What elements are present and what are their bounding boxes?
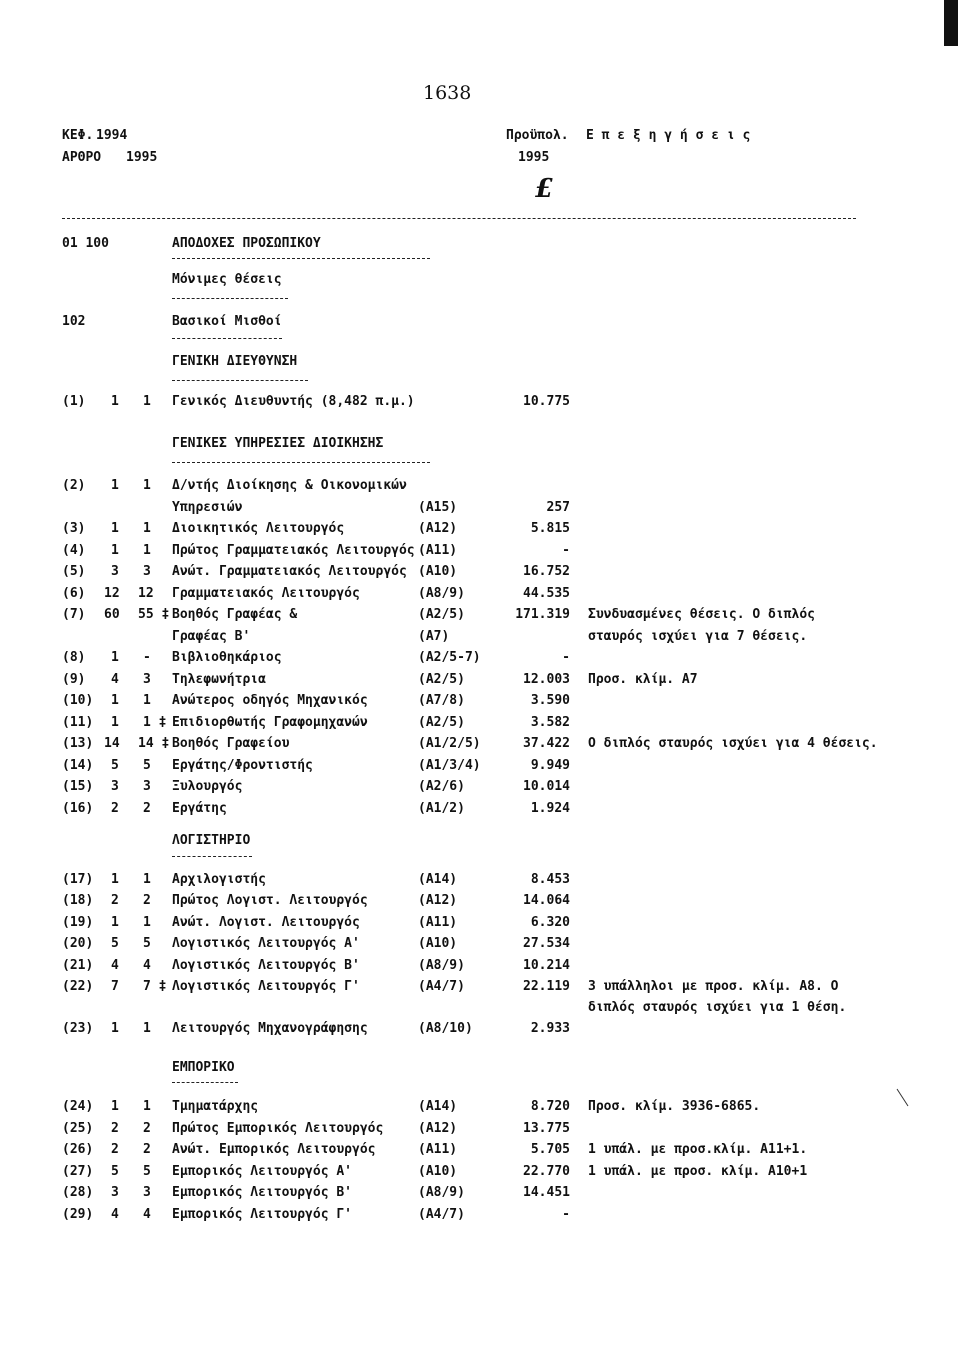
row-scale: (Α8/10) xyxy=(418,1021,473,1036)
row-count-1994: 1 xyxy=(111,1021,119,1036)
row-num: (23) xyxy=(62,1021,94,1036)
row-count-1994: 60 xyxy=(104,607,120,622)
row-count-1994: 1 xyxy=(111,715,119,730)
row-count-1995: 7 ‡ xyxy=(143,979,167,994)
row-count-1995: 4 xyxy=(143,1207,151,1222)
row-scale: (Α12) xyxy=(418,893,458,908)
row-title: Ανώτ. Λογιστ. Λειτουργός xyxy=(172,915,360,930)
title-salaries: Βασικοί Μισθοί xyxy=(172,314,282,329)
row-scale: (Α12) xyxy=(418,521,458,536)
row-num: (11) xyxy=(62,715,94,730)
row-count-1994: 4 xyxy=(111,958,119,973)
row-amount: 12.003 xyxy=(523,672,570,687)
section-accounting-underline xyxy=(172,856,252,857)
row-num: (13) xyxy=(62,736,94,751)
row-title: Βοηθός Γραφείου xyxy=(172,736,290,751)
row-title: Βιβλιοθηκάριος xyxy=(172,650,282,665)
row-title: Γραφέας Β' xyxy=(172,629,251,644)
row-amount: 9.949 xyxy=(530,758,570,773)
row-count-1995: 1 xyxy=(143,915,151,930)
row-count-1994: 1 xyxy=(111,693,119,708)
scan-edge-mark xyxy=(944,0,958,46)
row-title: Ξυλουργός xyxy=(172,779,243,794)
row-num: (4) xyxy=(62,543,86,558)
section-general-services: ΓΕΝΙΚΕΣ ΥΠΗΡΕΣΙΕΣ ΔΙΟΙΚΗΣΗΣ xyxy=(172,436,384,451)
row-scale: (Α7) xyxy=(418,629,450,644)
header-divider xyxy=(62,218,856,219)
row-amount: 22.770 xyxy=(523,1164,570,1179)
row-num: (27) xyxy=(62,1164,94,1179)
row-amount: 27.534 xyxy=(523,936,570,951)
row-note: 1 υπάλ. με προσ. κλίμ. Α10+1 xyxy=(588,1164,808,1179)
row-num: (2) xyxy=(62,478,86,493)
row-note: διπλός σταυρός ισχύει για 1 θέση. xyxy=(588,1000,847,1015)
row-amount: 5.705 xyxy=(530,1142,570,1157)
row-amount: 3.582 xyxy=(530,715,570,730)
row-count-1995: 1 xyxy=(143,478,151,493)
row-title: Δ/ντής Διοίκησης & Οικονομικών xyxy=(172,478,407,493)
row-num: (18) xyxy=(62,893,94,908)
row-title: Λογιστικός Λειτουργός Α' xyxy=(172,936,360,951)
header-budget-year: 1995 xyxy=(518,150,550,165)
row-scale: (Α2/5) xyxy=(418,607,465,622)
row-count-1994: 7 xyxy=(111,979,119,994)
row-num: (14) xyxy=(62,758,94,773)
section-accounting: ΛΟΓΙΣΤΗΡΙΟ xyxy=(172,833,251,848)
row-title: Εργάτης/Φροντιστής xyxy=(172,758,313,773)
row-note: 1 υπάλ. με προσ.κλίμ. Α11+1. xyxy=(588,1142,808,1157)
row-scale: (Α4/7) xyxy=(418,1207,465,1222)
row-num: (28) xyxy=(62,1185,94,1200)
section-commercial: ΕΜΠΟΡΙΚΟ xyxy=(172,1060,235,1075)
title-main: ΑΠΟΔΟΧΕΣ ΠΡΟΣΩΠΙΚΟΥ xyxy=(172,236,321,251)
row-count-1994: 1 xyxy=(111,1099,119,1114)
row-scale: (Α8/9) xyxy=(418,1185,465,1200)
row-scale: (Α8/9) xyxy=(418,586,465,601)
row-count-1995: 2 xyxy=(143,1142,151,1157)
row-num: (20) xyxy=(62,936,94,951)
row-title: Αρχιλογιστής xyxy=(172,872,266,887)
row-amount: 14.064 xyxy=(523,893,570,908)
header-arthro: ΑΡΘΡΟ xyxy=(62,150,102,165)
row-count-1995: 3 xyxy=(143,779,151,794)
row-amount: 44.535 xyxy=(523,586,570,601)
code-main: 01 100 xyxy=(62,236,109,251)
row-count-1994: 2 xyxy=(111,893,119,908)
row-count-1994: 1 xyxy=(111,543,119,558)
row-amount: 8.720 xyxy=(530,1099,570,1114)
row-scale: (Α2/6) xyxy=(418,779,465,794)
row-title: Τμηματάρχης xyxy=(172,1099,259,1114)
row-title: Εργάτης xyxy=(172,801,227,816)
row-scale: (Α1/2/5) xyxy=(418,736,481,751)
currency-symbol: £ xyxy=(535,174,554,204)
header-explanations: Ε π ε ξ η γ ή σ ε ι ς xyxy=(586,128,751,143)
row-title: Γραμματειακός Λειτουργός xyxy=(172,586,360,601)
row-num: (15) xyxy=(62,779,94,794)
row-amount: - xyxy=(562,543,570,558)
section-commercial-underline xyxy=(172,1082,238,1083)
row-title: Λογιστικός Λειτουργός Γ' xyxy=(172,979,360,994)
row-num: (10) xyxy=(62,693,94,708)
row-amount: 171.319 xyxy=(515,607,570,622)
row-note: Προσ. κλίμ. Α7 xyxy=(588,672,698,687)
row-num: (5) xyxy=(62,564,86,579)
row-num: (8) xyxy=(62,650,86,665)
row-count-1995: 5 xyxy=(143,936,151,951)
row-amount: 5.815 xyxy=(530,521,570,536)
row-count-1994: 1 xyxy=(111,650,119,665)
row-scale: (Α2/5) xyxy=(418,715,465,730)
row-amount: 14.451 xyxy=(523,1185,570,1200)
section-general-directorate-underline xyxy=(172,380,308,381)
row-title: Λειτουργός Μηχανογράφησης xyxy=(172,1021,368,1036)
row-scale: (Α2/5-7) xyxy=(418,650,481,665)
row-title: Βοηθός Γραφέας & xyxy=(172,607,298,622)
row-num: (6) xyxy=(62,586,86,601)
row-count-1995: 1 xyxy=(143,543,151,558)
row-count-1994: 2 xyxy=(111,1142,119,1157)
row-amount: 13.775 xyxy=(523,1121,570,1136)
row-scale: (Α11) xyxy=(418,543,458,558)
row-num: (25) xyxy=(62,1121,94,1136)
row-amount: 8.453 xyxy=(530,872,570,887)
row-title: Γενικός Διευθυντής (8,482 π.μ.) xyxy=(172,394,415,409)
row-count-1994: 5 xyxy=(111,758,119,773)
row-scale: (Α2/5) xyxy=(418,672,465,687)
row-num: (19) xyxy=(62,915,94,930)
row-scale: (Α10) xyxy=(418,1164,458,1179)
row-count-1995: 3 xyxy=(143,1185,151,1200)
title-permanent-underline xyxy=(172,298,288,299)
row-scale: (Α10) xyxy=(418,564,458,579)
row-count-1994: 12 xyxy=(104,586,120,601)
title-permanent: Μόνιμες θέσεις xyxy=(172,272,282,287)
row-num: (21) xyxy=(62,958,94,973)
row-amount: 22.119 xyxy=(523,979,570,994)
row-count-1995: 1 xyxy=(143,394,151,409)
row-count-1995: 1 xyxy=(143,521,151,536)
row-count-1995: 1 xyxy=(143,1021,151,1036)
row-scale: (Α14) xyxy=(418,872,458,887)
row-num: (16) xyxy=(62,801,94,816)
row-scale: (Α1/2) xyxy=(418,801,465,816)
row-num: (24) xyxy=(62,1099,94,1114)
row-note: σταυρός ισχύει για 7 θέσεις. xyxy=(588,629,808,644)
row-amount: 2.933 xyxy=(530,1021,570,1036)
row-scale: (Α14) xyxy=(418,1099,458,1114)
section-general-directorate: ΓΕΝΙΚΗ ΔΙΕΥΘΥΝΣΗ xyxy=(172,354,298,369)
row-count-1994: 2 xyxy=(111,801,119,816)
row-count-1994: 3 xyxy=(111,1185,119,1200)
row-count-1995: 2 xyxy=(143,893,151,908)
row-count-1994: 1 xyxy=(111,521,119,536)
header-kef: ΚΕΦ. xyxy=(62,128,94,143)
row-count-1995: 3 xyxy=(143,672,151,687)
title-salaries-underline xyxy=(172,338,282,339)
row-count-1995: 55 ‡ xyxy=(138,607,170,622)
row-count-1995: 12 xyxy=(138,586,154,601)
row-count-1994: 1 xyxy=(111,915,119,930)
row-amount: 1.924 xyxy=(530,801,570,816)
row-title: Πρώτος Γραμματειακός Λειτουργός xyxy=(172,543,415,558)
row-scale: (Α11) xyxy=(418,915,458,930)
row-title: Ανώτ. Εμπορικός Λειτουργός xyxy=(172,1142,376,1157)
row-amount: 10.214 xyxy=(523,958,570,973)
row-count-1995: 5 xyxy=(143,1164,151,1179)
header-year-1995: 1995 xyxy=(126,150,158,165)
row-scale: (Α1/3/4) xyxy=(418,758,481,773)
row-title: Διοικητικός Λειτουργός xyxy=(172,521,345,536)
row-count-1994: 4 xyxy=(111,672,119,687)
row-amount: 37.422 xyxy=(523,736,570,751)
page-number: 1638 xyxy=(423,82,472,104)
row-scale: (Α8/9) xyxy=(418,958,465,973)
row-num: (7) xyxy=(62,607,86,622)
header-year-1994: 1994 xyxy=(96,128,128,143)
section-general-services-underline xyxy=(172,462,430,463)
row-scale: (Α7/8) xyxy=(418,693,465,708)
row-count-1994: 2 xyxy=(111,1121,119,1136)
row-num: (26) xyxy=(62,1142,94,1157)
row-title: Λογιστικός Λειτουργός Β' xyxy=(172,958,360,973)
row-count-1995: 1 xyxy=(143,693,151,708)
row-scale: (Α15) xyxy=(418,500,458,515)
row-note: Προσ. κλίμ. 3936-6865. xyxy=(588,1099,761,1114)
row-count-1994: 3 xyxy=(111,564,119,579)
row-scale: (Α11) xyxy=(418,1142,458,1157)
row-amount: 3.590 xyxy=(530,693,570,708)
row-title: Τηλεφωνήτρια xyxy=(172,672,266,687)
row-scale: (Α10) xyxy=(418,936,458,951)
row-count-1995: 1 xyxy=(143,872,151,887)
row-count-1994: 1 xyxy=(111,478,119,493)
title-main-underline xyxy=(172,258,430,259)
stray-mark-icon xyxy=(896,1088,910,1108)
row-count-1994: 5 xyxy=(111,936,119,951)
row-count-1995: 1 xyxy=(143,1099,151,1114)
row-count-1995: 14 ‡ xyxy=(138,736,170,751)
row-count-1995: 1 ‡ xyxy=(143,715,167,730)
row-count-1994: 3 xyxy=(111,779,119,794)
row-num: (17) xyxy=(62,872,94,887)
row-num: (1) xyxy=(62,394,86,409)
row-note: Ο διπλός σταυρός ισχύει για 4 θέσεις. xyxy=(588,736,878,751)
header-budget: Προϋπολ. xyxy=(506,128,569,143)
row-title: Επιδιορθωτής Γραφομηχανών xyxy=(172,715,368,730)
row-title: Εμπορικός Λειτουργός Α' xyxy=(172,1164,353,1179)
row-num: (9) xyxy=(62,672,86,687)
row-scale: (Α4/7) xyxy=(418,979,465,994)
row-amount: 257 xyxy=(546,500,570,515)
row-count-1995: - xyxy=(143,650,151,665)
row-amount: 16.752 xyxy=(523,564,570,579)
row-title: Πρώτος Λογιστ. Λειτουργός xyxy=(172,893,368,908)
row-count-1995: 2 xyxy=(143,1121,151,1136)
row-note: Συνδυασμένες θέσεις. Ο διπλός xyxy=(588,607,815,622)
row-count-1995: 2 xyxy=(143,801,151,816)
row-num: (22) xyxy=(62,979,94,994)
row-count-1994: 5 xyxy=(111,1164,119,1179)
row-amount: 10.014 xyxy=(523,779,570,794)
row-count-1994: 14 xyxy=(104,736,120,751)
row-count-1994: 1 xyxy=(111,394,119,409)
row-note: 3 υπάλληλοι με προσ. κλίμ. Α8. Ο xyxy=(588,979,839,994)
row-count-1994: 1 xyxy=(111,872,119,887)
row-count-1994: 4 xyxy=(111,1207,119,1222)
row-count-1995: 4 xyxy=(143,958,151,973)
row-scale: (Α12) xyxy=(418,1121,458,1136)
row-title: Ανώτερος οδηγός Μηχανικός xyxy=(172,693,368,708)
row-title: Πρώτος Εμπορικός Λειτουργός xyxy=(172,1121,384,1136)
row-title: Εμπορικός Λειτουργός Γ' xyxy=(172,1207,353,1222)
row-num: (3) xyxy=(62,521,86,536)
row-amount: 10.775 xyxy=(523,394,570,409)
row-count-1995: 5 xyxy=(143,758,151,773)
row-title: Εμπορικός Λειτουργός Β' xyxy=(172,1185,353,1200)
row-amount: - xyxy=(562,650,570,665)
code-sub: 102 xyxy=(62,314,86,329)
row-title: Ανώτ. Γραμματειακός Λειτουργός xyxy=(172,564,407,579)
row-count-1995: 3 xyxy=(143,564,151,579)
row-amount: 6.320 xyxy=(530,915,570,930)
row-num: (29) xyxy=(62,1207,94,1222)
row-amount: - xyxy=(562,1207,570,1222)
row-title: Υπηρεσιών xyxy=(172,500,243,515)
